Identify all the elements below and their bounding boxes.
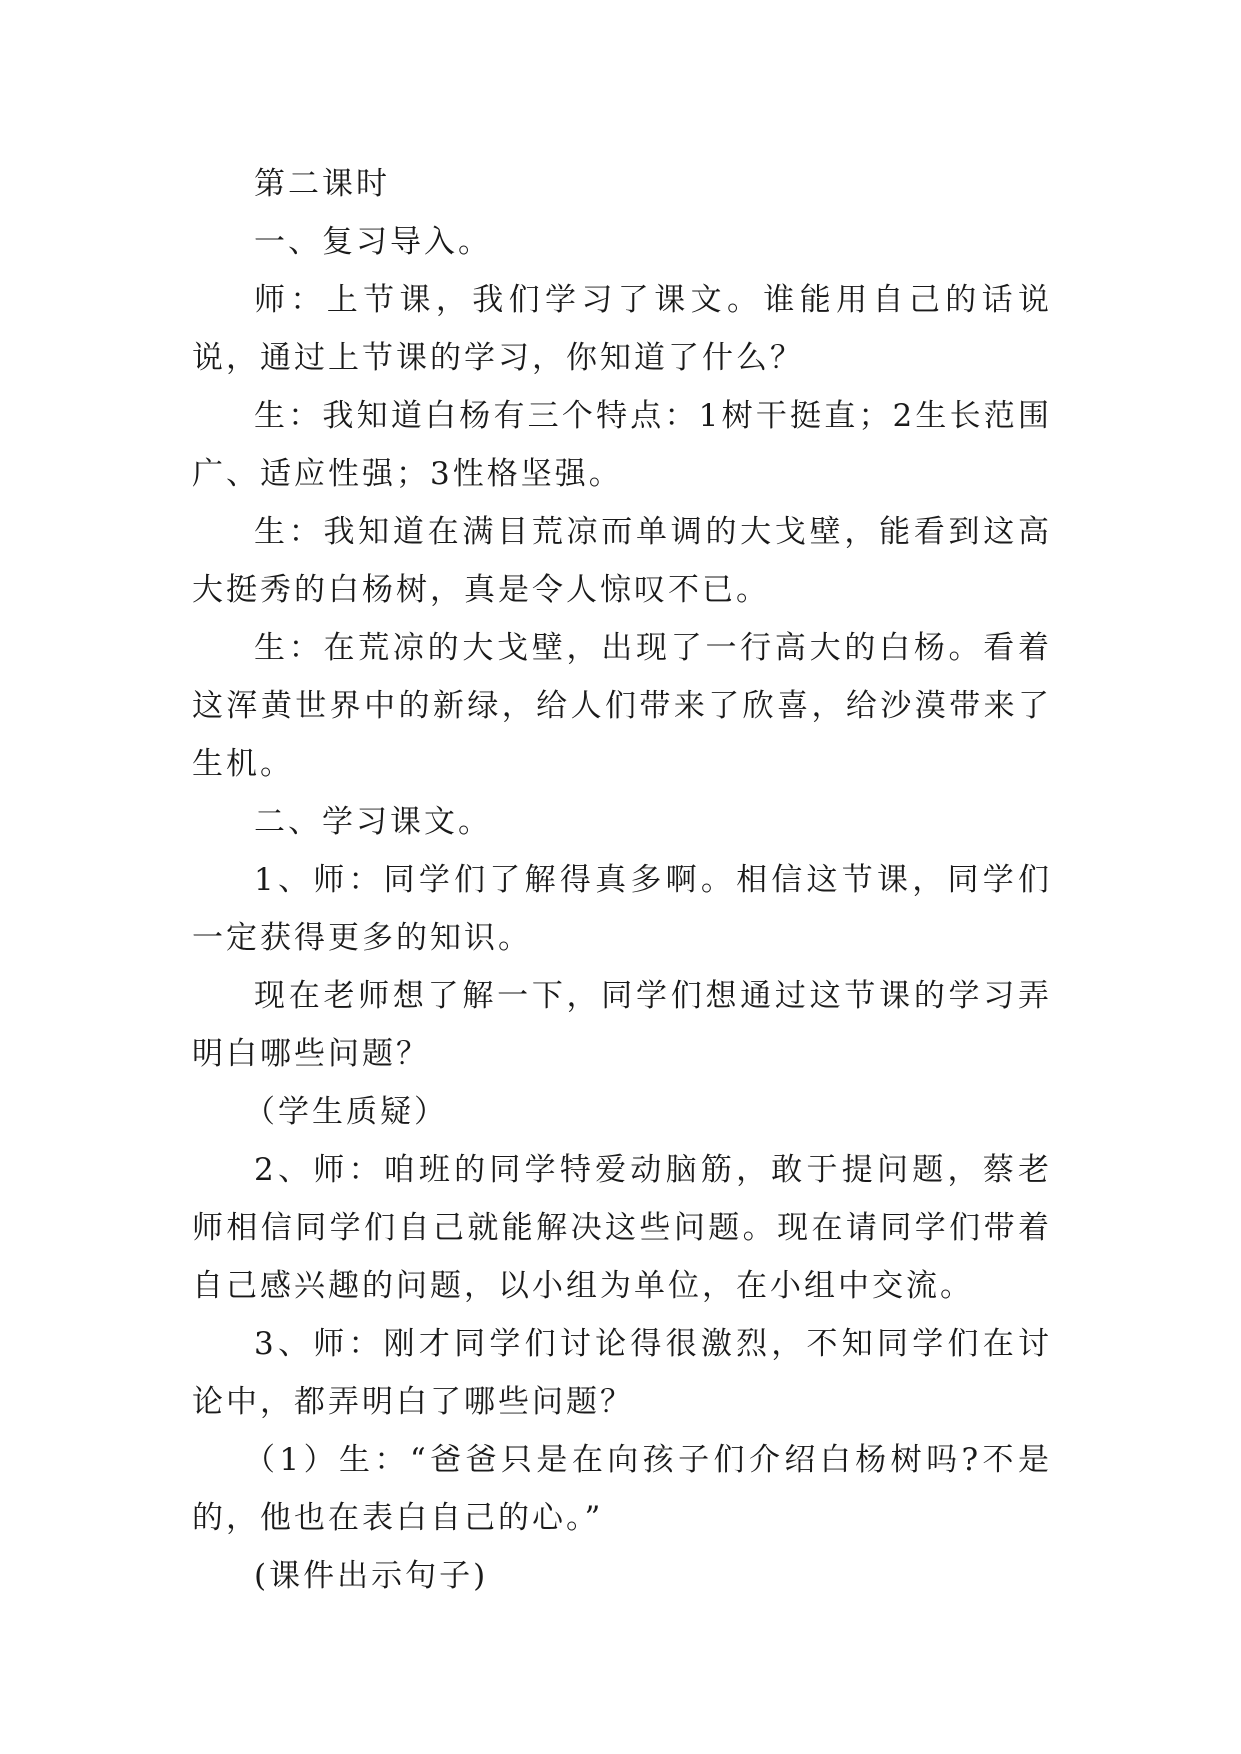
paragraph-student-answer-2: 生：我知道在满目荒凉而单调的大戈壁，能看到这高大挺秀的白杨树，真是令人惊叹不已。 — [192, 514, 1052, 608]
section-title: 第二课时 — [254, 166, 390, 202]
paragraph-step-3: 3、师：刚才同学们讨论得很激烈，不知同学们在讨论中，都弄明白了哪些问题？ — [192, 1326, 1052, 1420]
heading-review-intro: 一、复习导入。 — [254, 224, 492, 260]
paragraph-teacher-question: 师：上节课，我们学习了课文。谁能用自己的话说说，通过上节课的学习，你知道了什么？ — [192, 282, 1052, 376]
paragraph-student-answer-1: 生：我知道白杨有三个特点：1树干挺直；2生长范围广、适应性强；3性格坚强。 — [192, 398, 1052, 492]
document-body — [192, 155, 1052, 1605]
paragraph-student-answer-3: 生：在荒凉的大戈壁，出现了一行高大的白杨。看着这浑黄世界中的新绿，给人们带来了欣喜，给沙漠带来了生机。 — [192, 630, 1052, 782]
paragraph-step-1: 1、师：同学们了解得真多啊。相信这节课，同学们一定获得更多的知识。 — [192, 862, 1052, 956]
heading-study-text: 二、学习课文。 — [254, 804, 492, 840]
paragraph-student-questions: （学生质疑） — [244, 1094, 448, 1130]
paragraph-student-quote: （1）生：“爸爸只是在向孩子们介绍白杨树吗?不是的，他也在表白自己的心。” — [192, 1442, 1052, 1536]
paragraph-step-2: 2、师：咱班的同学特爱动脑筋，敢于提问题，蔡老师相信同学们自己就能解决这些问题。现在请同学们带着自己感兴趣的问题，以小组为单位，在小组中交流。 — [192, 1152, 1052, 1304]
paragraph-teacher-inquiry: 现在老师想了解一下，同学们想通过这节课的学习弄明白哪些问题？ — [192, 978, 1052, 1072]
paragraph-slide-note: (课件出示句子) — [254, 1558, 489, 1594]
